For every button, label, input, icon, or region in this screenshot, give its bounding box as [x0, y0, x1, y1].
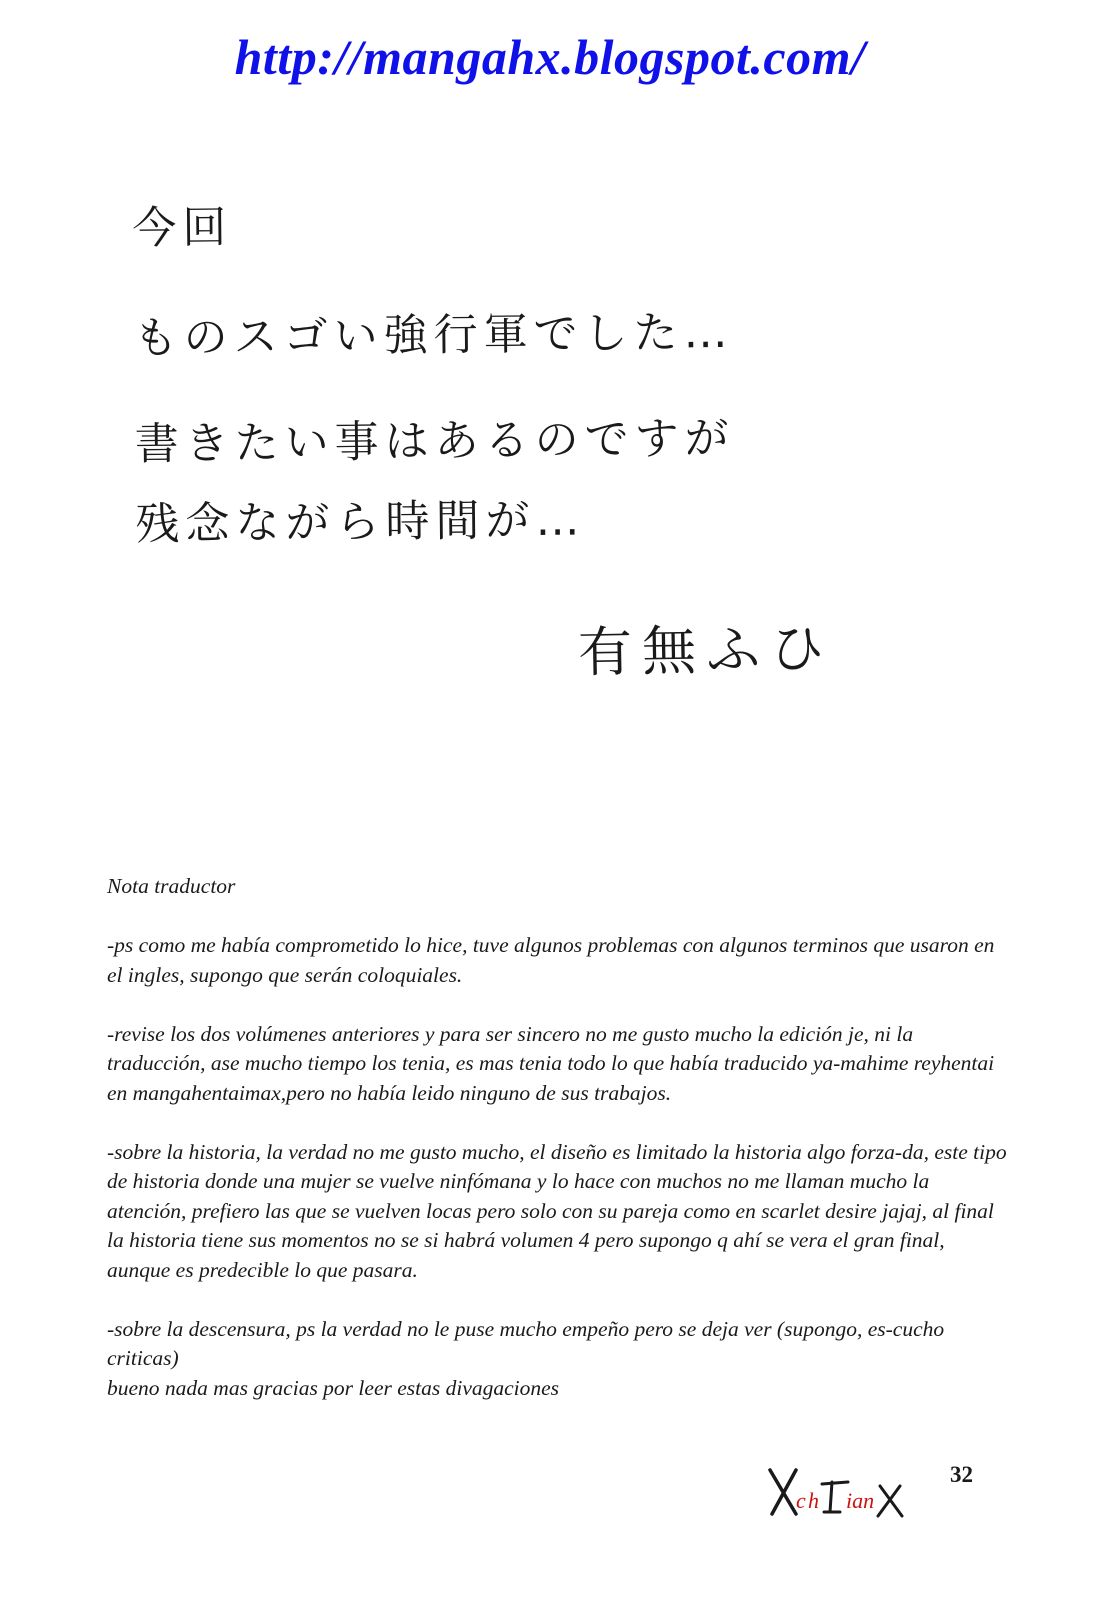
svg-text:h: h [808, 1488, 819, 1513]
scanlator-logo [766, 1462, 906, 1522]
handwritten-line-3: 書きたい事はあるのですが [134, 412, 735, 471]
site-url-link[interactable]: http://mangahx.blogspot.com/ [234, 29, 866, 85]
translator-note-paragraph: -sobre la descensura, ps la verdad no le puse mucho empeño pero se deja ver (supongo, es-cucho criticas) [107, 1316, 945, 1370]
translator-note-closing: bueno nada mas gracias por leer estas divagaciones [107, 1375, 560, 1400]
handwritten-line-1: 今回 [132, 202, 233, 255]
translator-note-paragraph: -revise los dos volúmenes anteriores y para ser sincero no me gusto mucho la edición je, ni la traducción, ase mucho tiempo los tenia, es mas tenia todo lo que había traducido ya-mahime reyhentai en mangahentaimax,pero no había leido ninguno de sus trabajos. [107, 1021, 995, 1105]
svg-text:c: c [796, 1488, 806, 1513]
translator-note [107, 872, 1007, 1403]
page-number: 32 [950, 1462, 973, 1487]
author-signature: 有無ふひ [577, 616, 835, 685]
handwritten-line-4: 残念ながら時間が… [135, 494, 586, 551]
translator-note-paragraph: -ps como me había comprometido lo hice, tuve algunos problemas con algunos terminos que usaron en el ingles, supongo que serán coloquiales. [107, 933, 995, 987]
handwritten-line-2: ものスゴい強行軍でした… [133, 306, 734, 365]
svg-text:ian: ian [846, 1488, 875, 1513]
translator-note-paragraph: -sobre la historia, la verdad no me gusto mucho, el diseño es limitado la historia algo forza-da, este tipo de historia donde una mujer se vuelve ninfómana y lo hace con muchos no me llaman mucho la atención, prefiero las que se vuelven locas pero solo con su pareja como en scarlet desire jajaj, al final la historia tiene sus momentos no se si habrá volumen 4 pero supongo q ahí se vera el gran final, aunque es predecible lo que pasara. [107, 1139, 1007, 1282]
translator-note-title: Nota traductor [107, 874, 236, 898]
handwritten-author-note [132, 184, 932, 551]
